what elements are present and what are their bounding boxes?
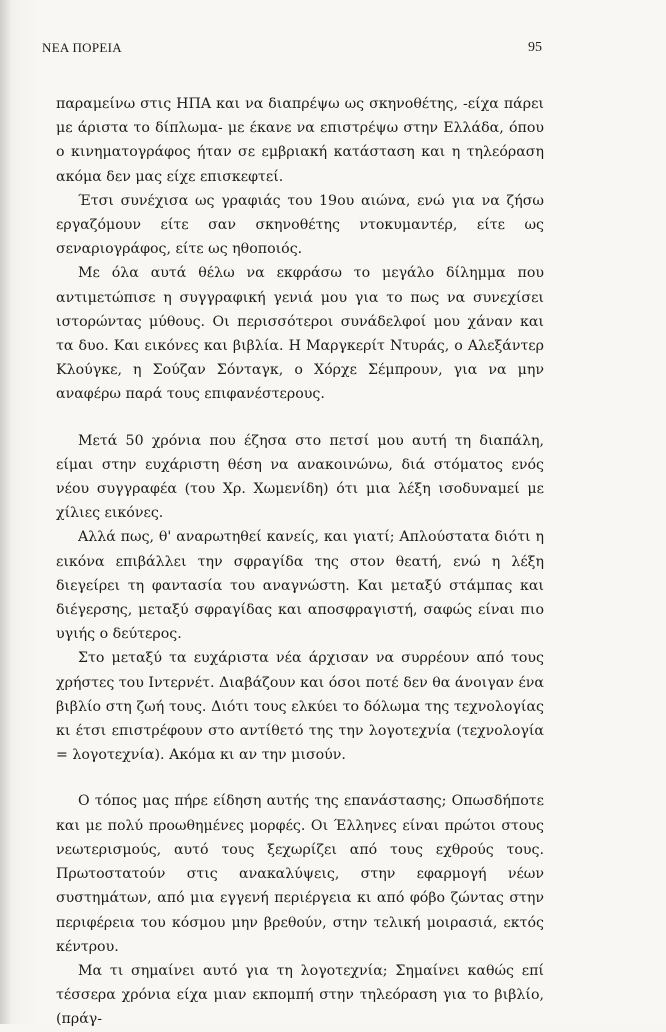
paragraph: Αλλά πως, θ' αναρωτηθεί κανείς, και γιατί; Απλούστατα διότι η εικόνα επιβάλλει την σφραγίδα της στον θεατή, ενώ η λέξη διεγείρει τη φαντασία του αναγνώστη. Και μεταξύ στάμπας και διέγερσης, μεταξύ σφραγίδας και αποσφραγιστή, σαφώς είναι πιο υγιής ο δεύτερος.: [56, 529, 544, 643]
section-break: [56, 767, 544, 789]
paragraph: Στο μεταξύ τα ευχάριστα νέα άρχισαν να συρρέουν από τους χρήστες του Ιντερνέτ. Διαβάζουν και όσοι ποτέ δεν θα άνοιγαν ένα βιβλίο στη ζωή τους. Διότι τους ελκύει το δόλωμα της τεχνολογίας κι έτσι επιστρέφουν στο αντίθετό της την λογοτεχνία (τεχνολογία = λογοτεχνία). Ακόμα κι αν την μισούν.: [56, 650, 544, 764]
paragraph: Μετά 50 χρόνια που έζησα στο πετσί μου αυτή τη διαπάλη, είμαι στην ευχάριστη θέση να ανακοινώνω, διά στόματος ενός νέου συγγραφέα (του Χρ. Χωμενίδη) ότι μια λέξη ισοδυναμεί με χίλιες εικόνες.: [56, 432, 544, 522]
paragraph: Ο τόπος μας πήρε είδηση αυτής της επανάστασης; Οπωσδήποτε και με πολύ προωθημένες μορφές. Οι Έλληνες είναι πρώτοι στους νεωτερισμούς, αυτό τους ξεχωρίζει από τους εχθρούς τους. Πρωτοστατούν στις ανακαλύψεις, στην εφαρμογή νέων συστημάτων, από μια εγγενή περιέργεια κι από φόβο ζώντας στην περιφέρεια του κόσμου μην βρεθούν, στην τελική μοιρασιά, εκτός κέντρου.: [56, 793, 544, 955]
section-break: [56, 407, 544, 429]
page-number: 95: [528, 40, 542, 55]
running-header: [42, 40, 542, 60]
body-text: [56, 92, 544, 1032]
paragraph: παραμείνω στις ΗΠΑ και να διαπρέψω ως σκηνοθέτης, -είχα πάρει με άριστα το δίπλωμα- με έκανε να επιστρέψω στην Ελλάδα, όπου ο κινηματογράφος ήταν σε εμβριακή κατάσταση και η τηλεόραση ακόμα δεν μας είχε επισκεφτεί.: [56, 96, 544, 185]
paragraph: Έτσι συνέχισα ως γραφιάς του 19ου αιώνα, ενώ για να ζήσω εργαζόμουν είτε σαν σκηνοθέτης ντοκυμαντέρ, είτε ως σεναριογράφος, είτε ως ηθοποιός.: [56, 192, 544, 258]
page-spine-shadow: [0, 0, 10, 1024]
paragraph: Μα τι σημαίνει αυτό για τη λογοτεχνία; Σημαίνει καθώς επί τέσσερα χρόνια είχα μιαν εκπομπή στην τηλεόραση για το βιβλίο, (πράγ-: [56, 962, 544, 1028]
paragraph: Με όλα αυτά θέλω να εκφράσω το μεγάλο δίλημμα που αντιμετώπισε η συγγραφική γενιά μου για το πως να συνεχίσει ιστορώντας μύθους. Οι περισσότεροι συνάδελφοί μου χάναν και τα δυο. Και εικόνες και βιβλία. Η Μαργκερίτ Ντυράς, ο Αλεξάντερ Κλούγκε, η Σούζαν Σόνταγκ, ο Χόρχε Σέμπρουν, για να μην αναφέρω παρά τους επιφανέστερους.: [56, 265, 544, 403]
running-title: ΝΕΑ ΠΟΡΕΙΑ: [42, 40, 122, 55]
